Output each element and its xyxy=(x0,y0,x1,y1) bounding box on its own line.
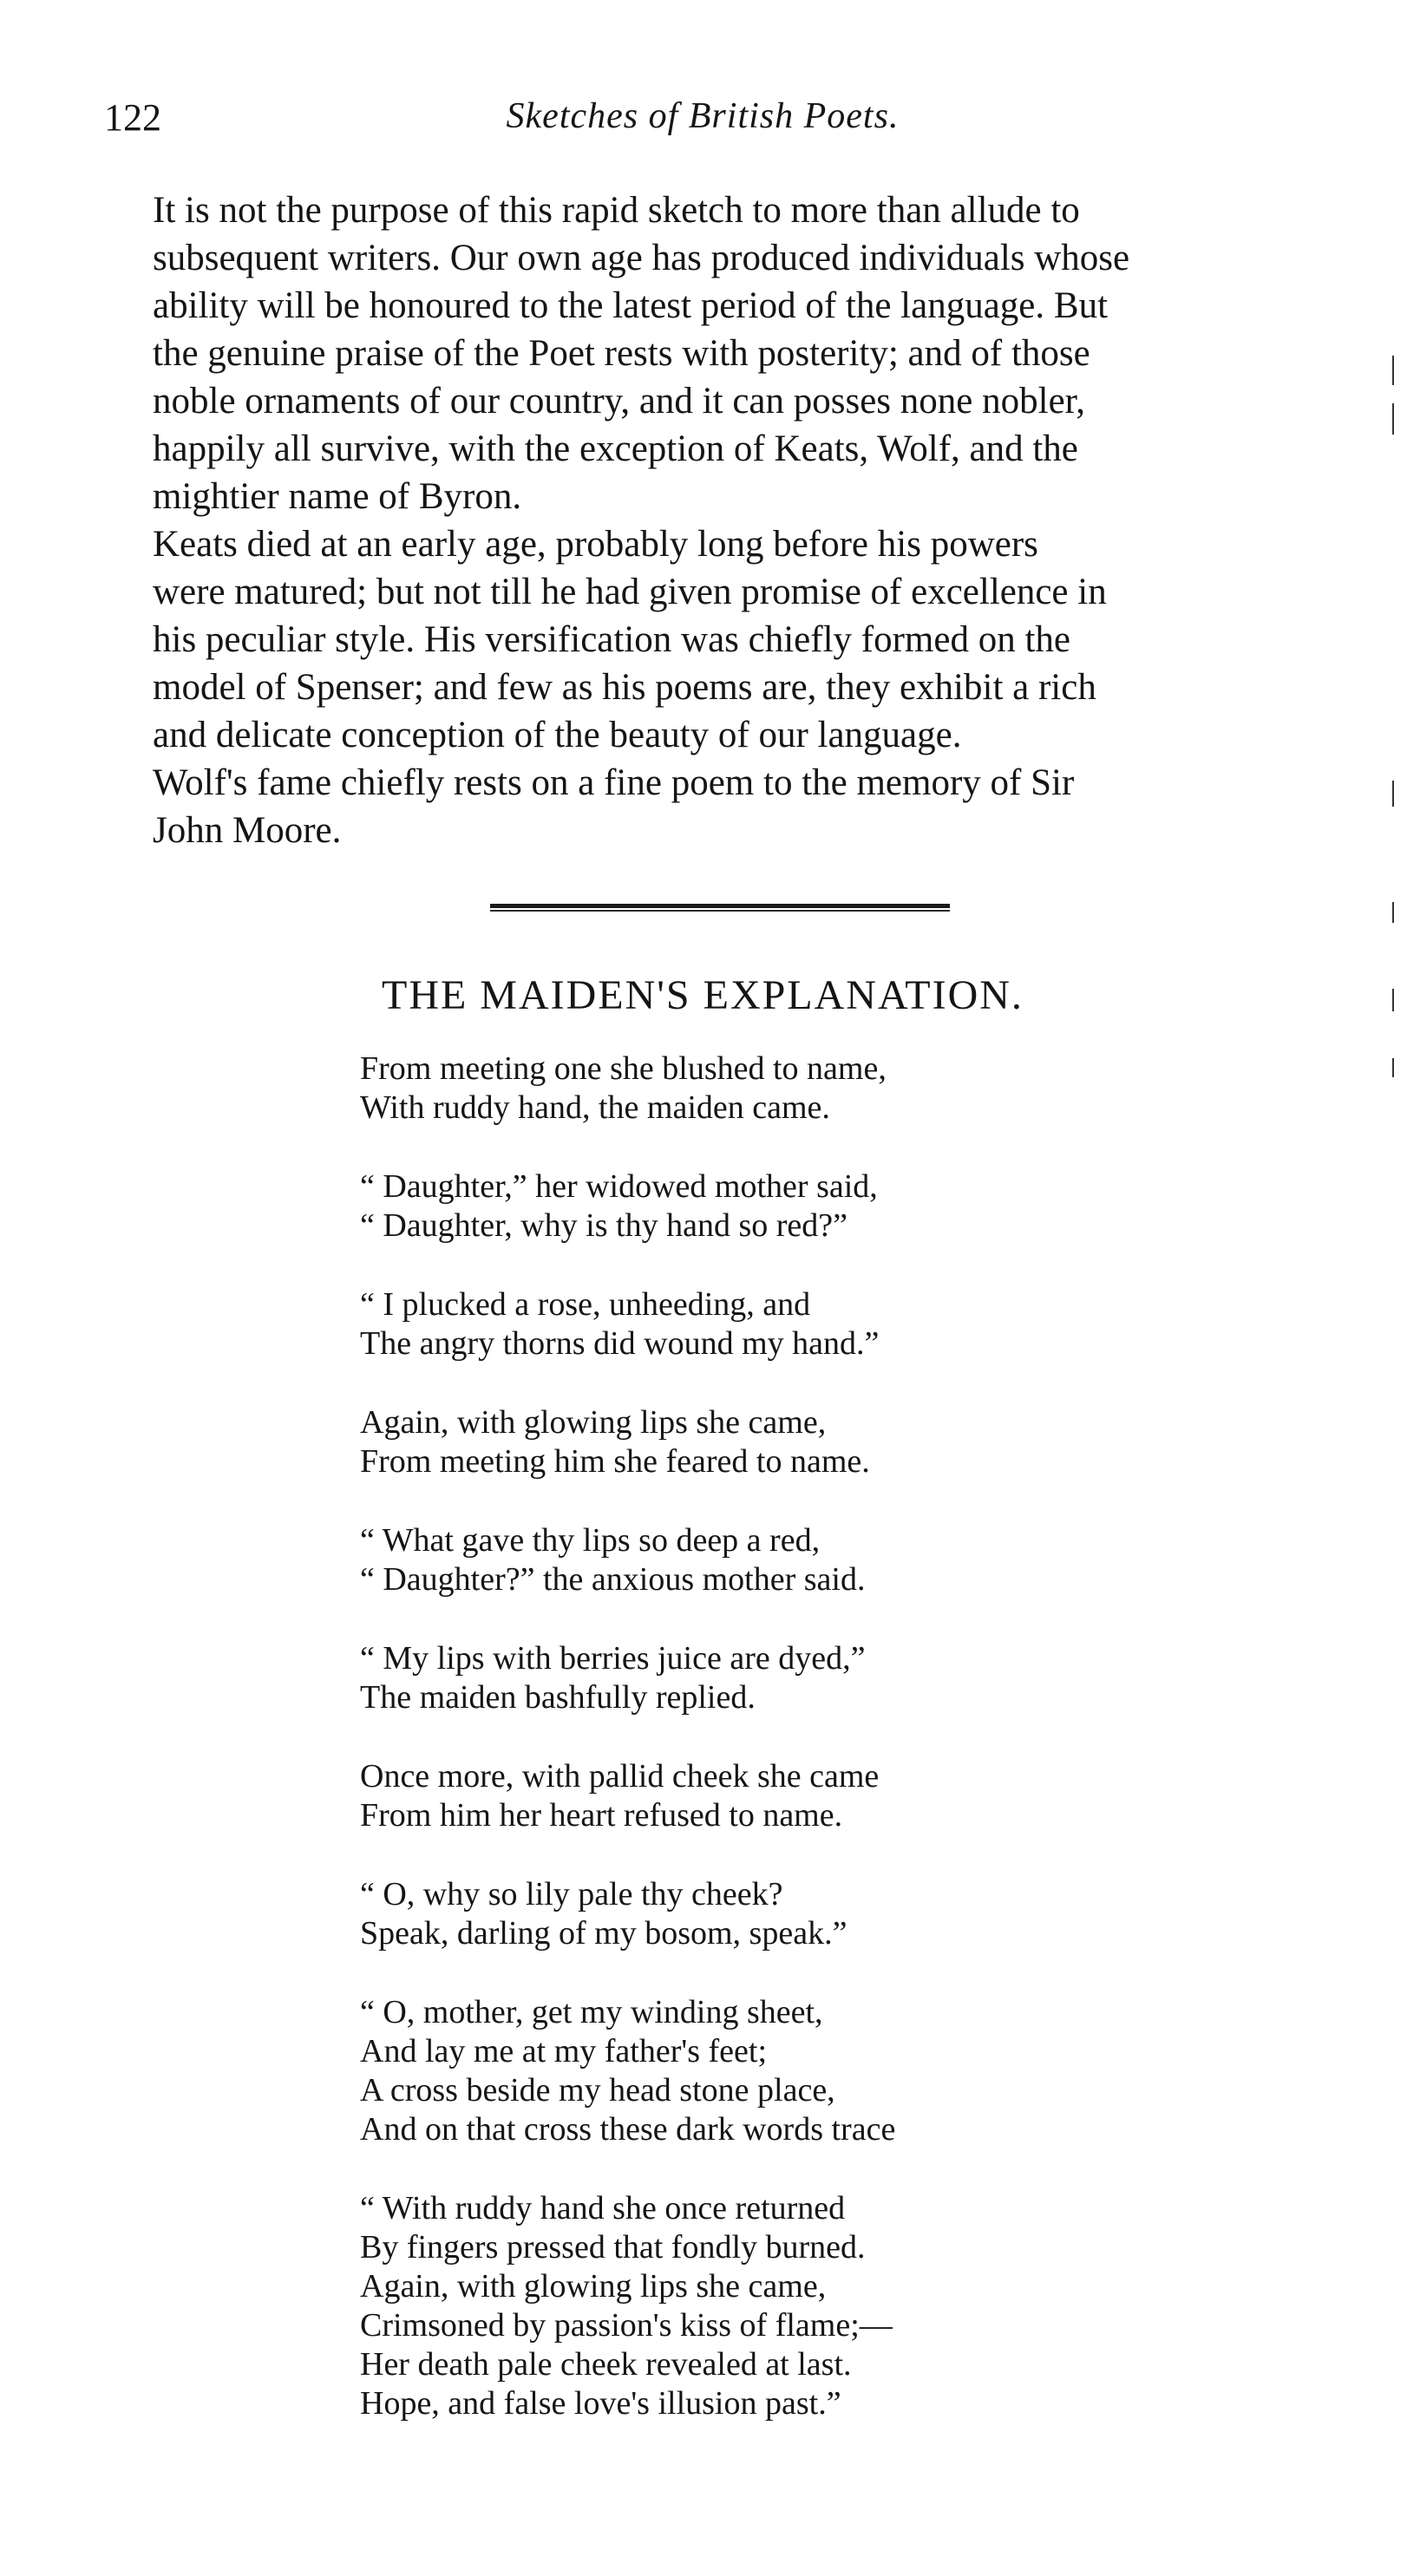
text-line: ability will be honoured to the latest period of the language. But xyxy=(153,285,1109,326)
paragraph xyxy=(109,186,1358,520)
text-line: It is not the purpose of this rapid sketch to more than allude to xyxy=(153,190,1080,231)
verse-line: “ O, why so lily pale thy cheek? xyxy=(360,1876,783,1912)
verse-line: “ Daughter, why is thy hand so red?” xyxy=(360,1207,847,1244)
verse-line: And on that cross these dark words trace xyxy=(360,2111,896,2148)
verse-line: Speak, darling of my bosom, speak.” xyxy=(360,1915,847,1952)
verse-line: From meeting one she blushed to name, xyxy=(360,1050,887,1087)
prose-section xyxy=(109,186,1358,854)
stanza xyxy=(360,1639,1227,1717)
text-line: were matured; but not till he had given promise of excellence in xyxy=(153,572,1107,612)
verse-line: “ My lips with berries juice are dyed,” xyxy=(360,1640,866,1677)
text-line: noble ornaments of our country, and it can posses none nobler, xyxy=(153,381,1085,422)
text-line: model of Spenser; and few as his poems are, they exhibit a rich xyxy=(153,667,1096,708)
text-line: John Moore. xyxy=(153,810,342,851)
section-divider-thin xyxy=(490,910,950,912)
verse-line: The angry thorns did wound my hand.” xyxy=(360,1325,880,1362)
paragraph xyxy=(109,759,1358,854)
text-line: and delicate conception of the beauty of our language. xyxy=(153,715,962,755)
verse-line: Once more, with pallid cheek she came xyxy=(360,1758,880,1795)
stanza xyxy=(360,1167,1227,1246)
stanza xyxy=(360,1875,1227,1953)
verse-line: From him her heart refused to name. xyxy=(360,1797,843,1834)
verse-line: By fingers pressed that fondly burned. xyxy=(360,2229,866,2265)
stanza xyxy=(360,1993,1227,2149)
verse-line: “ O, mother, get my winding sheet, xyxy=(360,1994,823,2030)
text-line: Keats died at an early age, probably long before his powers xyxy=(153,524,1038,565)
stanza xyxy=(360,1049,1227,1128)
verse-line: “ Daughter?” the anxious mother said. xyxy=(360,1561,866,1598)
verse-line: “ What gave thy lips so deep a red, xyxy=(360,1522,821,1559)
text-line: his peculiar style. His versification was chiefly formed on the xyxy=(153,619,1070,660)
poem-body xyxy=(360,1049,1227,2463)
poem-title: THE MAIDEN'S EXPLANATION. xyxy=(382,972,1024,1018)
verse-line: From meeting him she feared to name. xyxy=(360,1443,870,1480)
page-header xyxy=(104,95,1353,156)
scan-edge-mark xyxy=(1392,989,1394,1011)
verse-line: Crimsoned by passion's kiss of flame;— xyxy=(360,2307,893,2344)
paragraph xyxy=(109,520,1358,759)
text-line: subsequent writers. Our own age has produced individuals whose xyxy=(153,238,1130,278)
scan-edge-mark xyxy=(1392,902,1394,923)
verse-line: A cross beside my head stone place, xyxy=(360,2072,835,2109)
text-line: happily all survive, with the exception of Keats, Wolf, and the xyxy=(153,428,1078,469)
scan-edge-marks xyxy=(1392,330,1396,1197)
text-line: Wolf's fame chiefly rests on a fine poem to the memory of Sir xyxy=(153,762,1075,803)
verse-line: And lay me at my father's feet; xyxy=(360,2033,768,2069)
stanza xyxy=(360,1757,1227,1835)
verse-line: “ I plucked a rose, unheeding, and xyxy=(360,1286,811,1323)
verse-line: The maiden bashfully replied. xyxy=(360,1679,756,1716)
text-line: mightier name of Byron. xyxy=(153,476,522,517)
stanza xyxy=(360,2189,1227,2423)
verse-line: With ruddy hand, the maiden came. xyxy=(360,1089,830,1126)
verse-line: Again, with glowing lips she came, xyxy=(360,1404,827,1441)
text-line: the genuine praise of the Poet rests with posterity; and of those xyxy=(153,333,1090,374)
stanza xyxy=(360,1521,1227,1599)
scan-edge-mark xyxy=(1392,1058,1394,1077)
verse-line: Hope, and false love's illusion past.” xyxy=(360,2385,841,2422)
stanza xyxy=(360,1403,1227,1481)
section-divider xyxy=(490,904,950,908)
verse-line: Her death pale cheek revealed at last. xyxy=(360,2346,852,2383)
page-number: 122 xyxy=(104,96,161,139)
running-title: Sketches of British Poets. xyxy=(506,96,900,136)
scan-edge-mark xyxy=(1392,356,1394,385)
verse-line: Again, with glowing lips she came, xyxy=(360,2268,827,2305)
scan-edge-mark xyxy=(1392,403,1394,435)
verse-line: “ With ruddy hand she once returned xyxy=(360,2190,846,2226)
scan-edge-mark xyxy=(1392,781,1394,807)
stanza xyxy=(360,1285,1227,1363)
verse-line: “ Daughter,” her widowed mother said, xyxy=(360,1168,878,1205)
